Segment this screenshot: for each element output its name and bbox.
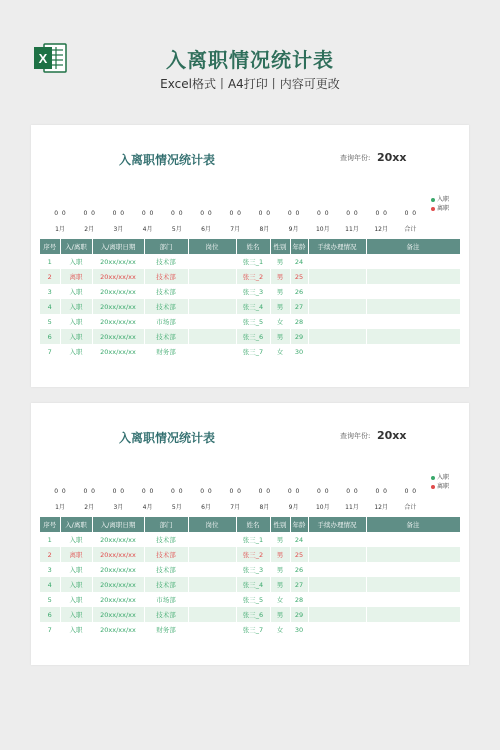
- table-cell[interactable]: 1: [40, 532, 60, 547]
- table-cell[interactable]: 张三_5: [236, 592, 270, 607]
- x-tick-label: 7月: [230, 226, 241, 233]
- table-cell[interactable]: [188, 577, 236, 592]
- x-tick-label: 1月: [55, 504, 65, 511]
- table-cell[interactable]: [308, 532, 366, 547]
- legend-label: 入职: [437, 474, 450, 481]
- sheet-preview-1: [31, 125, 469, 387]
- bar-value-label: 0 0: [229, 210, 241, 217]
- table-cell[interactable]: 7: [40, 622, 60, 637]
- bar-value-label: 0 0: [346, 488, 358, 495]
- table-row[interactable]: [40, 269, 460, 284]
- table-cell[interactable]: 5: [40, 314, 60, 329]
- table-cell[interactable]: 3: [40, 284, 60, 299]
- table-cell[interactable]: [366, 284, 460, 299]
- table-cell[interactable]: 技术部: [144, 577, 188, 592]
- table-row[interactable]: [40, 532, 460, 547]
- table-cell[interactable]: 男: [270, 547, 290, 562]
- table-cell[interactable]: 入职: [60, 299, 92, 314]
- table-row[interactable]: [40, 344, 460, 359]
- table-cell[interactable]: 25: [290, 547, 308, 562]
- legend-swatch: [431, 207, 435, 211]
- x-tick-label: 8月: [259, 504, 270, 511]
- bar-value-label: 0 0: [141, 488, 154, 495]
- bar-value-label: 0 0: [54, 210, 66, 217]
- x-tick-label: 12月: [374, 504, 388, 511]
- table-cell[interactable]: [188, 329, 236, 344]
- table-cell[interactable]: 20xx/xx/xx: [92, 562, 144, 577]
- table-cell[interactable]: 张三_4: [236, 577, 270, 592]
- table-cell[interactable]: [366, 592, 460, 607]
- monthly-chart: [41, 483, 431, 515]
- legend-item: [431, 473, 449, 482]
- table-cell[interactable]: 2: [40, 269, 60, 284]
- bar-value-label: 0 0: [171, 488, 183, 495]
- column-header: 姓名: [236, 517, 270, 532]
- table-cell[interactable]: 20xx/xx/xx: [92, 607, 144, 622]
- table-cell[interactable]: 技术部: [144, 547, 188, 562]
- table-cell[interactable]: 男: [270, 577, 290, 592]
- bar-value-label: 0 0: [404, 488, 417, 495]
- table-cell[interactable]: 张三_5: [236, 314, 270, 329]
- x-tick-label: 2月: [84, 504, 95, 511]
- table-cell[interactable]: 入职: [60, 284, 92, 299]
- table-cell[interactable]: 24: [290, 254, 308, 269]
- table-cell[interactable]: 男: [270, 329, 290, 344]
- table-cell[interactable]: [308, 344, 366, 359]
- table-cell[interactable]: [188, 622, 236, 637]
- table-cell[interactable]: 男: [270, 284, 290, 299]
- table-cell[interactable]: [366, 622, 460, 637]
- legend-label: 离职: [437, 205, 450, 212]
- x-tick-label: 2月: [84, 226, 95, 233]
- table-cell[interactable]: [188, 562, 236, 577]
- table-cell[interactable]: 技术部: [144, 269, 188, 284]
- table-cell[interactable]: [308, 547, 366, 562]
- year-value[interactable]: 20xx: [377, 429, 407, 442]
- column-header: 性别: [270, 517, 290, 532]
- table-cell[interactable]: [308, 562, 366, 577]
- table-cell[interactable]: 20xx/xx/xx: [92, 547, 144, 562]
- table-cell[interactable]: 张三_6: [236, 329, 270, 344]
- table-cell[interactable]: 28: [290, 592, 308, 607]
- table-cell[interactable]: 财务部: [144, 622, 188, 637]
- table-cell[interactable]: 29: [290, 329, 308, 344]
- x-tick-label: 5月: [171, 504, 182, 511]
- bar-value-label: 0 0: [83, 488, 95, 495]
- table-cell[interactable]: [366, 314, 460, 329]
- table-row[interactable]: [40, 562, 460, 577]
- monthly-chart: [41, 205, 431, 237]
- table-cell[interactable]: 女: [270, 344, 290, 359]
- table-cell[interactable]: [366, 547, 460, 562]
- table-cell[interactable]: 25: [290, 269, 308, 284]
- bar-value-label: 0 0: [317, 210, 329, 217]
- table-row[interactable]: [40, 577, 460, 592]
- x-tick-label: 11月: [345, 504, 359, 511]
- table-cell[interactable]: 技术部: [144, 299, 188, 314]
- table-cell[interactable]: 3: [40, 562, 60, 577]
- column-header: 序号: [40, 517, 60, 532]
- table-cell[interactable]: 张三_4: [236, 299, 270, 314]
- legend-swatch: [431, 476, 435, 480]
- table-cell[interactable]: [366, 562, 460, 577]
- table-cell[interactable]: 张三_1: [236, 254, 270, 269]
- table-cell[interactable]: 4: [40, 299, 60, 314]
- x-tick-label: 10月: [315, 504, 330, 511]
- bar-value-label: 0 0: [200, 488, 212, 495]
- table-cell[interactable]: [308, 314, 366, 329]
- table-cell[interactable]: [188, 607, 236, 622]
- table-cell[interactable]: 30: [290, 344, 308, 359]
- x-tick-label: 12月: [374, 226, 388, 233]
- table-cell[interactable]: [366, 269, 460, 284]
- table-cell[interactable]: 入职: [60, 532, 92, 547]
- page-subtitle: Excel格式丨A4打印丨内容可更改: [160, 77, 340, 91]
- table-cell[interactable]: [366, 344, 460, 359]
- x-tick-label: 3月: [113, 226, 124, 233]
- table-cell[interactable]: 技术部: [144, 254, 188, 269]
- column-header: 性别: [270, 239, 290, 254]
- table-cell[interactable]: [308, 622, 366, 637]
- table-cell[interactable]: [366, 607, 460, 622]
- table-cell[interactable]: 20xx/xx/xx: [92, 577, 144, 592]
- bar-value-label: 0 0: [258, 210, 271, 217]
- bar-value-label: 0 0: [375, 210, 387, 217]
- table-header-row: [40, 517, 460, 532]
- table-cell[interactable]: 5: [40, 592, 60, 607]
- table-cell[interactable]: 入职: [60, 314, 92, 329]
- x-tick-label: 9月: [288, 504, 299, 511]
- column-header: 备注: [366, 517, 460, 532]
- table-cell[interactable]: 26: [290, 562, 308, 577]
- column-header: 部门: [144, 517, 188, 532]
- chart-legend: [431, 473, 449, 491]
- table-cell[interactable]: 入职: [60, 577, 92, 592]
- sheet-preview-2: [31, 403, 469, 665]
- table-cell[interactable]: 张三_3: [236, 562, 270, 577]
- bar-value-label: 0 0: [375, 488, 387, 495]
- table-cell[interactable]: 男: [270, 254, 290, 269]
- table-cell[interactable]: 张三_6: [236, 607, 270, 622]
- table-row[interactable]: [40, 299, 460, 314]
- column-header: 年龄: [290, 517, 308, 532]
- bar-value-label: 0 0: [287, 488, 300, 495]
- table-cell[interactable]: 28: [290, 314, 308, 329]
- table-cell[interactable]: [308, 254, 366, 269]
- x-tick-label: 11月: [345, 226, 359, 233]
- table-cell[interactable]: 男: [270, 299, 290, 314]
- column-header: 入/离职日期: [92, 517, 144, 532]
- table-cell[interactable]: 6: [40, 329, 60, 344]
- table-cell[interactable]: 20xx/xx/xx: [92, 299, 144, 314]
- table-cell[interactable]: 4: [40, 577, 60, 592]
- staff-table: [40, 239, 461, 359]
- table-cell[interactable]: [366, 577, 460, 592]
- table-row[interactable]: [40, 607, 460, 622]
- table-cell[interactable]: 20xx/xx/xx: [92, 329, 144, 344]
- table-cell[interactable]: 6: [40, 607, 60, 622]
- table-cell[interactable]: [188, 254, 236, 269]
- table-cell[interactable]: 2: [40, 547, 60, 562]
- table-cell[interactable]: 20xx/xx/xx: [92, 284, 144, 299]
- table-cell[interactable]: 技术部: [144, 562, 188, 577]
- table-cell[interactable]: 张三_7: [236, 344, 270, 359]
- table-cell[interactable]: 20xx/xx/xx: [92, 269, 144, 284]
- table-cell[interactable]: 技术部: [144, 284, 188, 299]
- table-cell[interactable]: 离职: [60, 547, 92, 562]
- page-title: 入离职情况统计表: [166, 48, 334, 72]
- table-cell[interactable]: 技术部: [144, 329, 188, 344]
- table-cell[interactable]: [308, 577, 366, 592]
- sheet-title: 入离职情况统计表: [119, 431, 216, 445]
- x-tick-label: 4月: [142, 504, 153, 511]
- table-cell[interactable]: [366, 329, 460, 344]
- table-cell[interactable]: 女: [270, 592, 290, 607]
- column-header: 岗位: [188, 517, 236, 532]
- table-row[interactable]: [40, 547, 460, 562]
- column-header: 年龄: [290, 239, 308, 254]
- table-cell[interactable]: [366, 299, 460, 314]
- table-cell[interactable]: 29: [290, 607, 308, 622]
- bar-value-label: 0 0: [229, 488, 241, 495]
- table-row[interactable]: [40, 592, 460, 607]
- table-row[interactable]: [40, 284, 460, 299]
- x-tick-label: 9月: [288, 226, 299, 233]
- table-cell[interactable]: 20xx/xx/xx: [92, 254, 144, 269]
- column-header: 备注: [366, 239, 460, 254]
- x-tick-label: 3月: [113, 504, 124, 511]
- column-header: 部门: [144, 239, 188, 254]
- table-cell[interactable]: [308, 329, 366, 344]
- table-cell[interactable]: 市场部: [144, 314, 188, 329]
- x-tick-label: 1月: [55, 226, 65, 233]
- page-header: [0, 0, 500, 112]
- table-cell[interactable]: 张三_2: [236, 269, 270, 284]
- table-cell[interactable]: 27: [290, 577, 308, 592]
- x-tick-label: 8月: [259, 226, 270, 233]
- table-cell[interactable]: 男: [270, 562, 290, 577]
- table-cell[interactable]: [188, 314, 236, 329]
- x-tick-label: 10月: [315, 226, 330, 233]
- legend-swatch: [431, 485, 435, 489]
- sheet-title: 入离职情况统计表: [119, 153, 216, 167]
- bar-value-label: 0 0: [112, 488, 125, 495]
- legend-label: 入职: [437, 196, 450, 203]
- table-cell[interactable]: 女: [270, 622, 290, 637]
- table-cell[interactable]: [366, 532, 460, 547]
- table-cell[interactable]: 市场部: [144, 592, 188, 607]
- table-cell[interactable]: 20xx/xx/xx: [92, 532, 144, 547]
- x-tick-label: 5月: [171, 226, 182, 233]
- bar-value-label: 0 0: [404, 210, 417, 217]
- table-row[interactable]: [40, 314, 460, 329]
- table-cell[interactable]: 男: [270, 607, 290, 622]
- table-cell[interactable]: [308, 269, 366, 284]
- table-cell[interactable]: 技术部: [144, 607, 188, 622]
- table-cell[interactable]: 男: [270, 532, 290, 547]
- legend-item: [431, 195, 449, 204]
- svg-text:X: X: [38, 51, 48, 66]
- table-cell[interactable]: 张三_1: [236, 532, 270, 547]
- legend-swatch: [431, 198, 435, 202]
- table-row[interactable]: [40, 329, 460, 344]
- table-cell[interactable]: 入职: [60, 622, 92, 637]
- table-cell[interactable]: [308, 284, 366, 299]
- table-cell[interactable]: 入职: [60, 344, 92, 359]
- column-header: 序号: [40, 239, 60, 254]
- table-cell[interactable]: 20xx/xx/xx: [92, 592, 144, 607]
- table-cell[interactable]: 26: [290, 284, 308, 299]
- x-tick-label: 7月: [230, 504, 241, 511]
- chart-legend: [431, 195, 449, 213]
- table-cell[interactable]: 24: [290, 532, 308, 547]
- x-tick-label: 6月: [201, 226, 211, 233]
- table-cell[interactable]: [188, 592, 236, 607]
- table-header-row: [40, 239, 460, 254]
- bar-value-label: 0 0: [200, 210, 212, 217]
- x-tick-label: 合计: [404, 226, 417, 233]
- table-cell[interactable]: [308, 607, 366, 622]
- table-row[interactable]: [40, 622, 460, 637]
- table-cell[interactable]: 20xx/xx/xx: [92, 344, 144, 359]
- table-cell[interactable]: [188, 532, 236, 547]
- x-tick-label: 6月: [201, 504, 211, 511]
- column-header: 岗位: [188, 239, 236, 254]
- bar-value-label: 0 0: [346, 210, 358, 217]
- table-row[interactable]: [40, 254, 460, 269]
- table-cell[interactable]: 张三_3: [236, 284, 270, 299]
- column-header: 姓名: [236, 239, 270, 254]
- year-label: 查询年份:: [340, 432, 371, 440]
- legend-item: [431, 204, 449, 213]
- table-cell[interactable]: 张三_2: [236, 547, 270, 562]
- x-tick-label: 4月: [142, 226, 153, 233]
- column-header: 入/离职: [60, 239, 92, 254]
- year-label: 查询年份:: [340, 154, 371, 162]
- table-cell[interactable]: [308, 299, 366, 314]
- table-cell[interactable]: 27: [290, 299, 308, 314]
- column-header: 手续办理情况: [308, 517, 366, 532]
- table-cell[interactable]: 20xx/xx/xx: [92, 314, 144, 329]
- table-cell[interactable]: 入职: [60, 562, 92, 577]
- staff-table: [40, 517, 461, 637]
- table-cell[interactable]: 入职: [60, 329, 92, 344]
- table-cell[interactable]: [308, 592, 366, 607]
- table-cell[interactable]: 入职: [60, 254, 92, 269]
- table-cell[interactable]: [188, 299, 236, 314]
- table-cell[interactable]: [188, 344, 236, 359]
- column-header: 入/离职: [60, 517, 92, 532]
- table-cell[interactable]: [366, 254, 460, 269]
- table-cell[interactable]: 入职: [60, 607, 92, 622]
- x-tick-label: 合计: [404, 504, 417, 511]
- table-cell[interactable]: 离职: [60, 269, 92, 284]
- table-cell[interactable]: [188, 269, 236, 284]
- bar-value-label: 0 0: [83, 210, 95, 217]
- legend-item: [431, 482, 449, 491]
- bar-value-label: 0 0: [141, 210, 154, 217]
- table-cell[interactable]: 20xx/xx/xx: [92, 622, 144, 637]
- table-cell[interactable]: [188, 547, 236, 562]
- bar-value-label: 0 0: [287, 210, 300, 217]
- table-cell[interactable]: 女: [270, 314, 290, 329]
- table-cell[interactable]: 张三_7: [236, 622, 270, 637]
- table-cell[interactable]: 财务部: [144, 344, 188, 359]
- column-header: 入/离职日期: [92, 239, 144, 254]
- legend-label: 离职: [437, 483, 450, 490]
- table-cell[interactable]: 男: [270, 269, 290, 284]
- table-cell[interactable]: 7: [40, 344, 60, 359]
- table-cell[interactable]: [188, 284, 236, 299]
- bar-value-label: 0 0: [171, 210, 183, 217]
- table-cell[interactable]: 30: [290, 622, 308, 637]
- bar-value-label: 0 0: [112, 210, 125, 217]
- table-cell[interactable]: 技术部: [144, 532, 188, 547]
- bar-value-label: 0 0: [317, 488, 329, 495]
- bar-value-label: 0 0: [54, 488, 66, 495]
- year-value[interactable]: 20xx: [377, 151, 407, 164]
- table-cell[interactable]: 1: [40, 254, 60, 269]
- column-header: 手续办理情况: [308, 239, 366, 254]
- bar-value-label: 0 0: [258, 488, 271, 495]
- table-cell[interactable]: 入职: [60, 592, 92, 607]
